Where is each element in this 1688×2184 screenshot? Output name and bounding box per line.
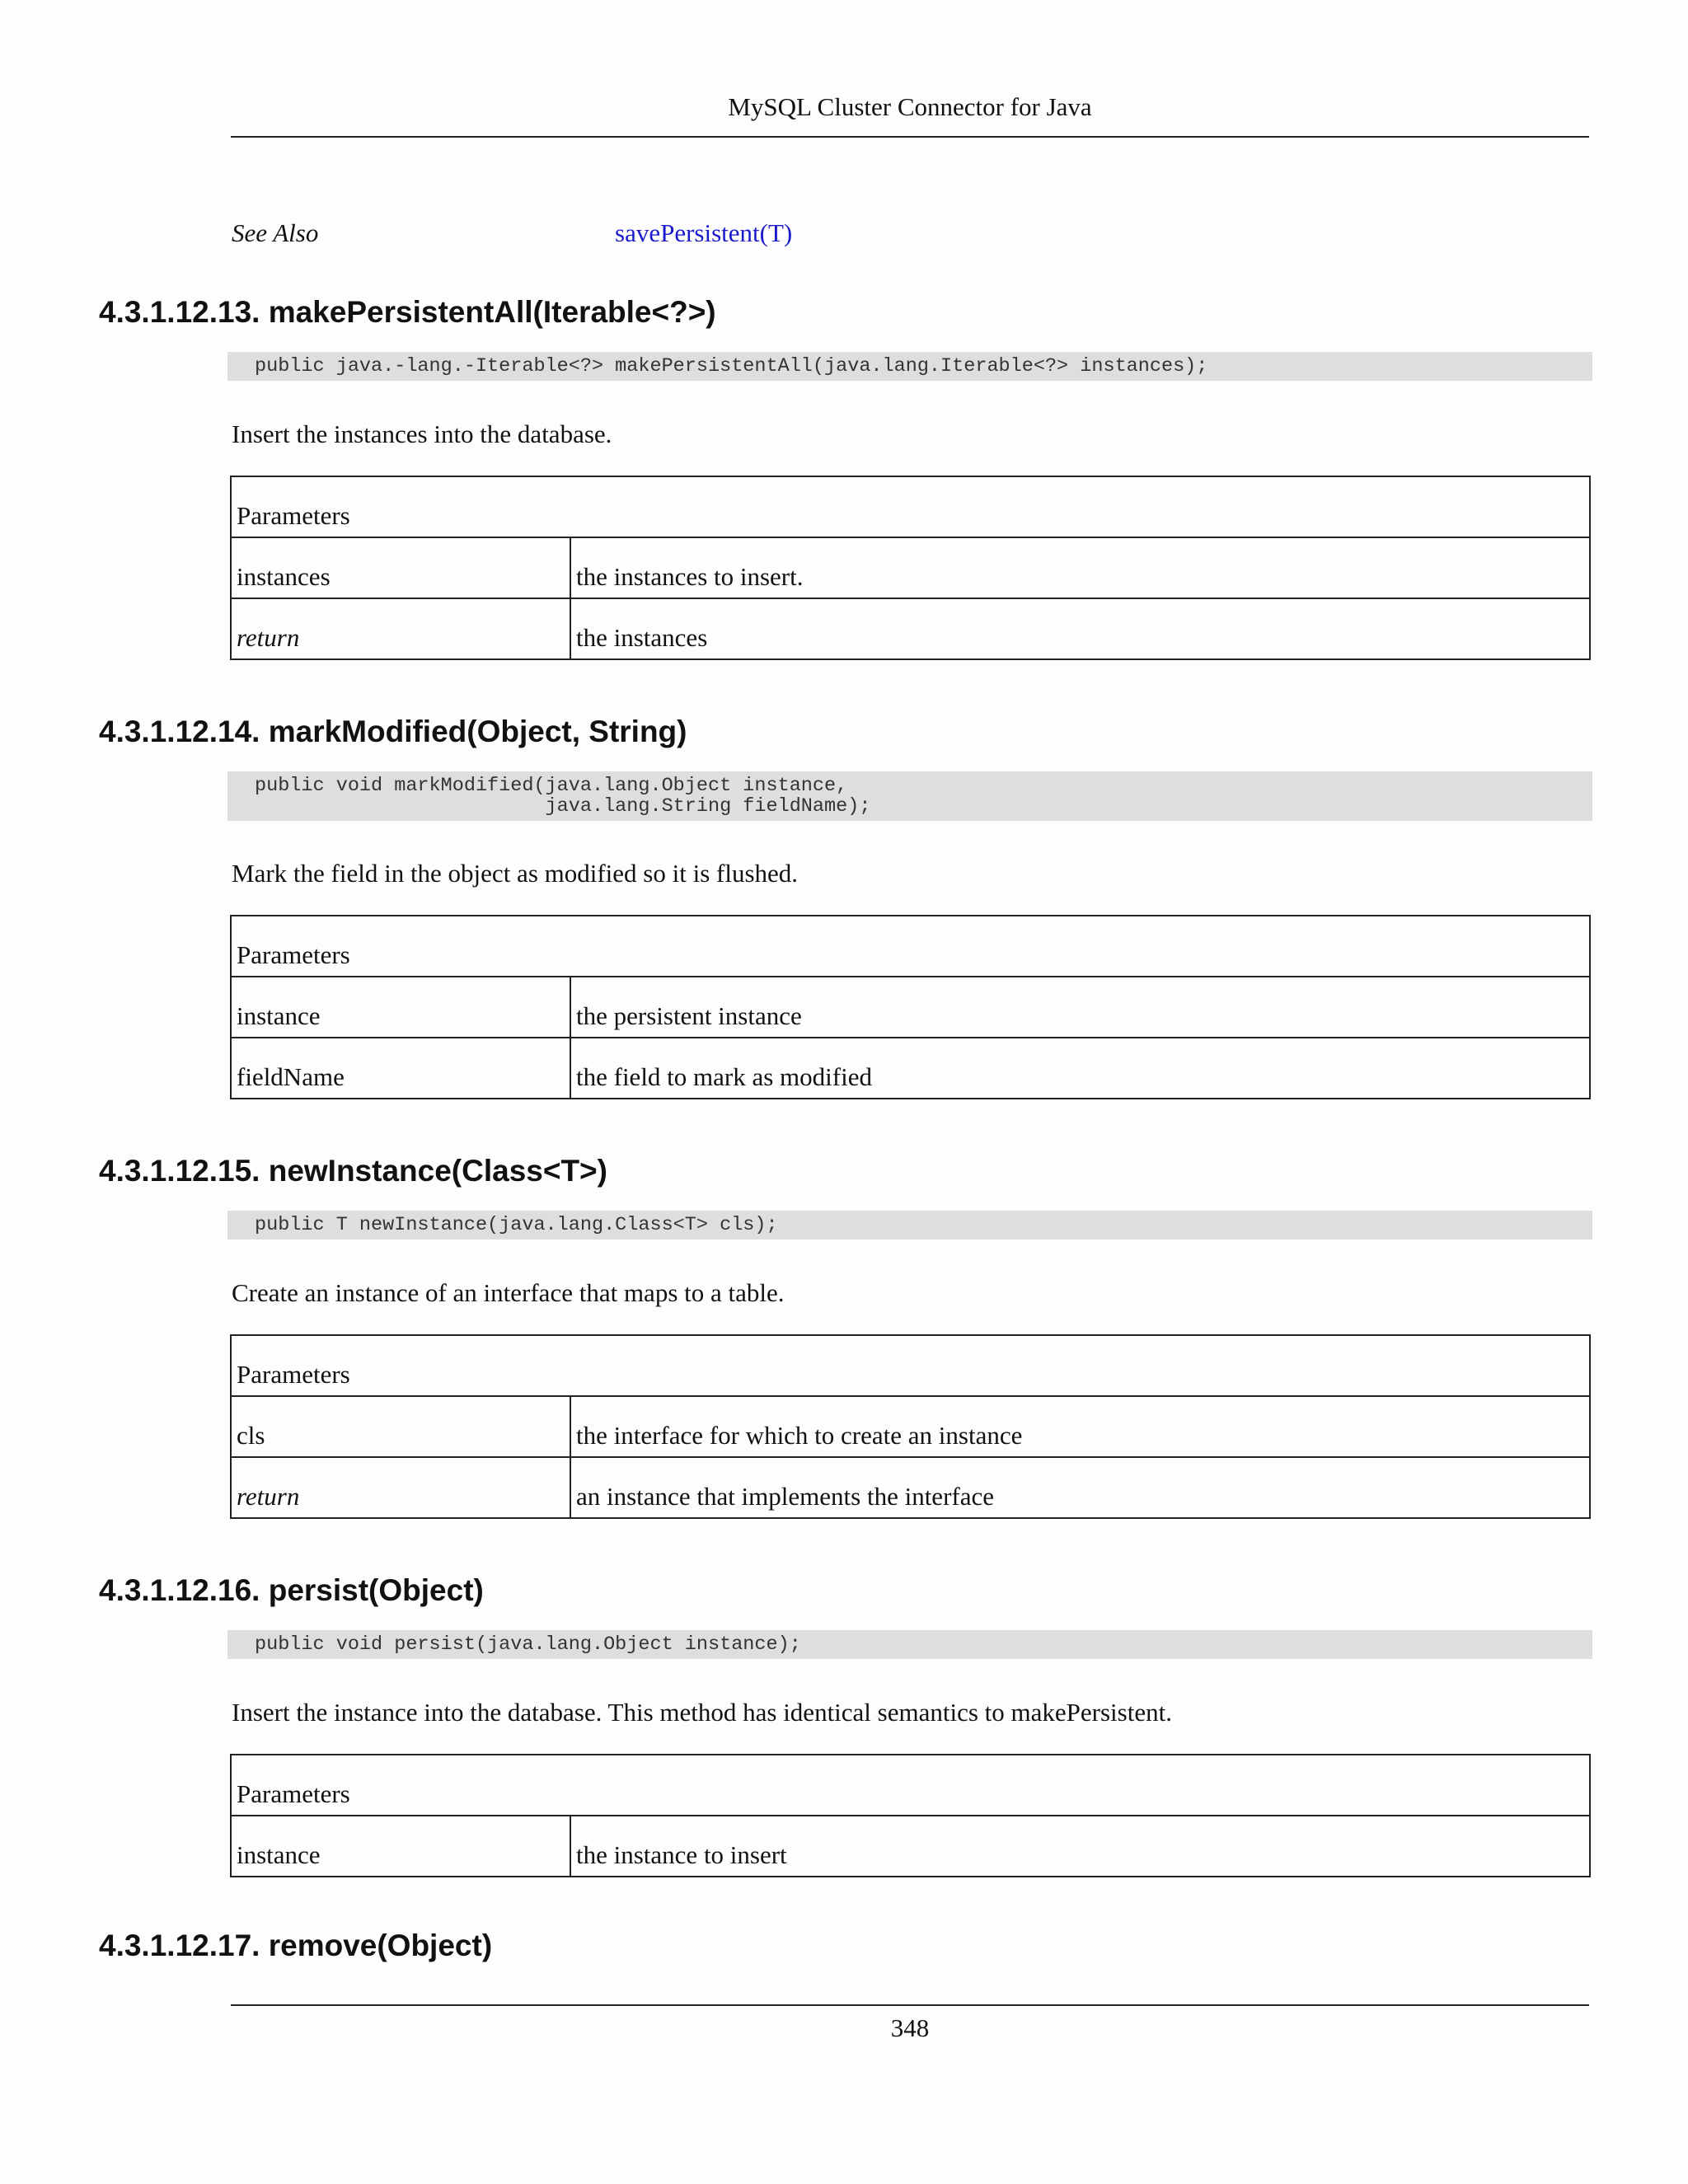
section-heading: 4.3.1.12.14. markModified(Object, String) xyxy=(99,715,687,748)
section-description: Insert the instance into the database. This method has identical semantics to makePersistent. xyxy=(232,1698,1172,1727)
section-description: Mark the field in the object as modified so it is flushed. xyxy=(232,859,799,888)
section-description: Create an instance of an interface that maps to a table. xyxy=(232,1278,785,1307)
parameters-header: Parameters xyxy=(231,476,1590,537)
code-signature: public java.-lang.-Iterable<?> makePersistentAll(java.lang.Iterable<?> instances); xyxy=(227,352,1592,381)
parameters-table xyxy=(230,1334,1591,1519)
code-signature: public void markModified(java.lang.Object instance, java.lang.String fieldName); xyxy=(227,771,1592,821)
param-name: instances xyxy=(231,537,570,598)
see-also-label: See Also xyxy=(232,218,319,247)
footer-divider xyxy=(231,2004,1589,2006)
param-name: return xyxy=(231,1457,570,1518)
table-row xyxy=(231,1396,1590,1457)
param-name: return xyxy=(231,598,570,659)
section-heading: 4.3.1.12.15. newInstance(Class<T>) xyxy=(99,1154,607,1188)
param-name: instance xyxy=(231,1816,570,1877)
table-header-row xyxy=(231,916,1590,977)
param-name: cls xyxy=(231,1396,570,1457)
section-heading: 4.3.1.12.13. makePersistentAll(Iterable<?>) xyxy=(99,295,716,329)
table-row xyxy=(231,1816,1590,1877)
param-description: the interface for which to create an instance xyxy=(570,1396,1590,1457)
parameters-table xyxy=(230,915,1591,1099)
parameters-header: Parameters xyxy=(231,1755,1590,1816)
code-signature: public T newInstance(java.lang.Class<T> cls); xyxy=(227,1211,1592,1240)
param-description: the instances xyxy=(570,598,1590,659)
table-row xyxy=(231,1457,1590,1518)
parameters-header: Parameters xyxy=(231,916,1590,977)
table-row xyxy=(231,977,1590,1038)
param-name: instance xyxy=(231,977,570,1038)
param-description: the field to mark as modified xyxy=(570,1038,1590,1099)
section-heading: 4.3.1.12.17. remove(Object) xyxy=(99,1929,493,1962)
table-header-row xyxy=(231,476,1590,537)
table-row xyxy=(231,537,1590,598)
param-description: the instances to insert. xyxy=(570,537,1590,598)
page-number: 348 xyxy=(890,2013,930,2042)
param-description: the persistent instance xyxy=(570,977,1590,1038)
parameters-header: Parameters xyxy=(231,1335,1590,1396)
param-description: an instance that implements the interface xyxy=(570,1457,1590,1518)
table-row xyxy=(231,598,1590,659)
table-row xyxy=(231,1038,1590,1099)
header-divider xyxy=(231,136,1589,138)
see-also-row xyxy=(232,218,1590,248)
section-heading: 4.3.1.12.16. persist(Object) xyxy=(99,1573,484,1607)
param-description: the instance to insert xyxy=(570,1816,1590,1877)
section-description: Insert the instances into the database. xyxy=(232,419,612,448)
page-header-title: MySQL Cluster Connector for Java xyxy=(728,92,1092,121)
code-signature: public void persist(java.lang.Object instance); xyxy=(227,1630,1592,1659)
parameters-table xyxy=(230,1754,1591,1877)
param-name: fieldName xyxy=(231,1038,570,1099)
parameters-table xyxy=(230,476,1591,660)
table-header-row xyxy=(231,1335,1590,1396)
see-also-link[interactable]: savePersistent(T) xyxy=(615,218,793,247)
table-header-row xyxy=(231,1755,1590,1816)
